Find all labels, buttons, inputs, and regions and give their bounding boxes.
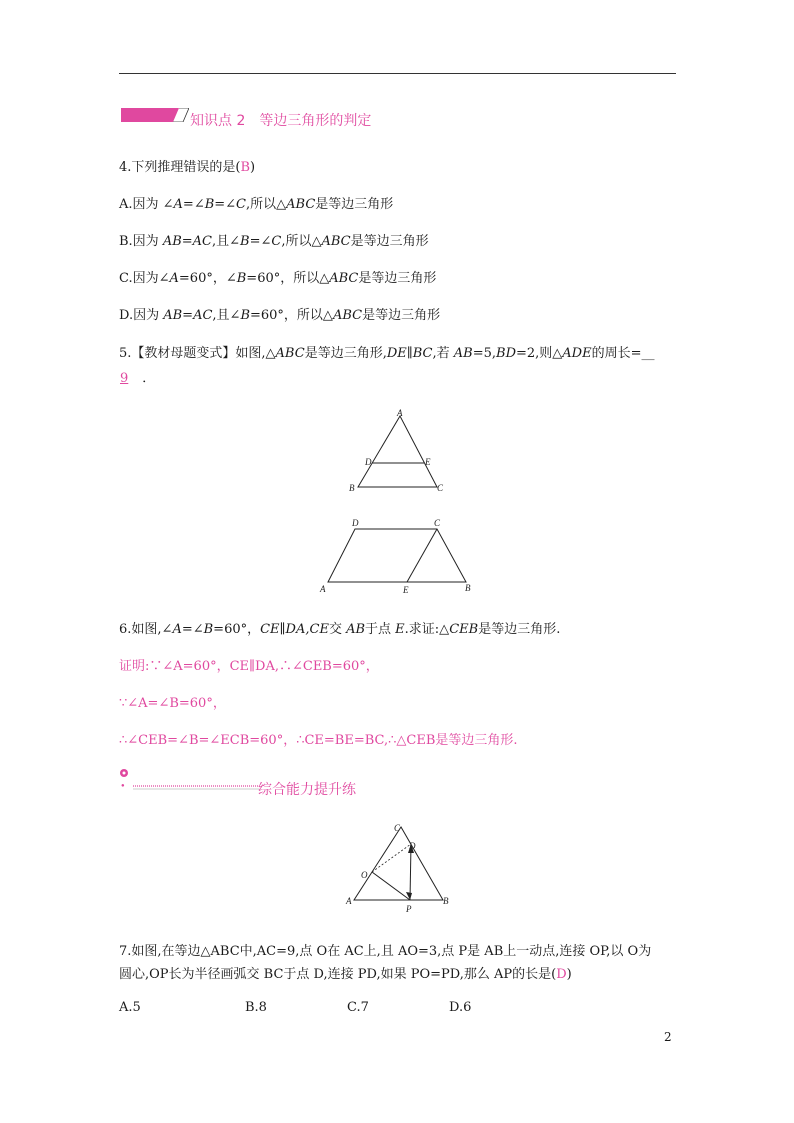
proof-line-2: ∵∠A=∠B=60°， <box>119 696 226 711</box>
answer-q4: B <box>240 160 251 175</box>
label-d: D <box>352 518 359 528</box>
option-7c: C.7 <box>347 1000 369 1015</box>
option-7a: A.5 <box>119 1000 141 1015</box>
section2-decoration <box>119 767 259 793</box>
label-a: A <box>320 584 326 594</box>
figure-q7-triangle <box>340 820 450 912</box>
label-b: B <box>465 583 471 593</box>
figure-q5-triangle <box>340 408 450 498</box>
option-7d: D.6 <box>449 1000 472 1015</box>
option-7b: B.8 <box>245 1000 267 1015</box>
question-4-stem: 4.下列推理错误的是(B) <box>119 160 256 175</box>
answer-q5: 9 <box>120 371 129 386</box>
page-number: 2 <box>664 1030 672 1044</box>
question-5-line1: 5.【教材母题变式】如图,△ABC是等边三角形,DE∥BC,若 AB=5,BD=2,则△ADE的周长=__ <box>119 346 655 361</box>
label-p: P <box>406 904 412 912</box>
label-c: C <box>434 518 441 528</box>
question-5-line2: 9 ． <box>120 371 156 386</box>
answer-q7: D <box>556 967 567 982</box>
figure-q6-trapezoid <box>318 515 483 597</box>
question-7-line1: 7.如图,在等边△ABC中,AC=9,点 O在 AC上,且 AO=3,点 P是 AB上一动点,连接 OP,以 O为 <box>119 944 652 959</box>
label-c: C <box>394 823 401 833</box>
label-c: C <box>437 483 444 493</box>
svg-text:●: ● <box>121 783 125 789</box>
section2-title: 综合能力提升练 <box>258 782 356 798</box>
label-a: A <box>397 408 403 418</box>
label-e: E <box>425 457 431 467</box>
section-title: 知识点 2 等边三角形的判定 <box>190 113 372 129</box>
proof-line-3: ∴∠CEB=∠B=∠ECB=60°，∴CE=BE=BC,∴△CEB是等边三角形. <box>119 733 518 748</box>
label-b: B <box>349 483 355 493</box>
label-d: D <box>365 457 372 467</box>
label-b: B <box>443 896 449 906</box>
option-4c: C.因为∠A=60°，∠B=60°，所以△ABC是等边三角形 <box>119 271 437 286</box>
label-a: A <box>346 896 352 906</box>
label-o: O <box>361 870 368 880</box>
option-4d: D.因为 AB=AC,且∠B=60°，所以△ABC是等边三角形 <box>119 308 441 323</box>
label-d: D <box>409 841 416 851</box>
option-4b: B.因为 AB=AC,且∠B=∠C,所以△ABC是等边三角形 <box>119 234 429 249</box>
proof-line-1: 证明:∵∠A=60°，CE∥DA,∴∠CEB=60°， <box>119 659 379 674</box>
label-e: E <box>403 585 409 595</box>
question-6-stem: 6.如图,∠A=∠B=60°，CE∥DA,CE交 AB于点 E.求证:△CEB是等边三角形. <box>119 622 561 637</box>
section-bar-decoration <box>121 108 189 122</box>
option-4a: A.因为 ∠A=∠B=∠C,所以△ABC是等边三角形 <box>119 197 394 212</box>
header-rule <box>119 73 676 74</box>
question-7-line2: 圆心,OP长为半径画弧交 BC于点 D,连接 PD,如果 PO=PD,那么 AP的长是(D) <box>119 967 572 982</box>
